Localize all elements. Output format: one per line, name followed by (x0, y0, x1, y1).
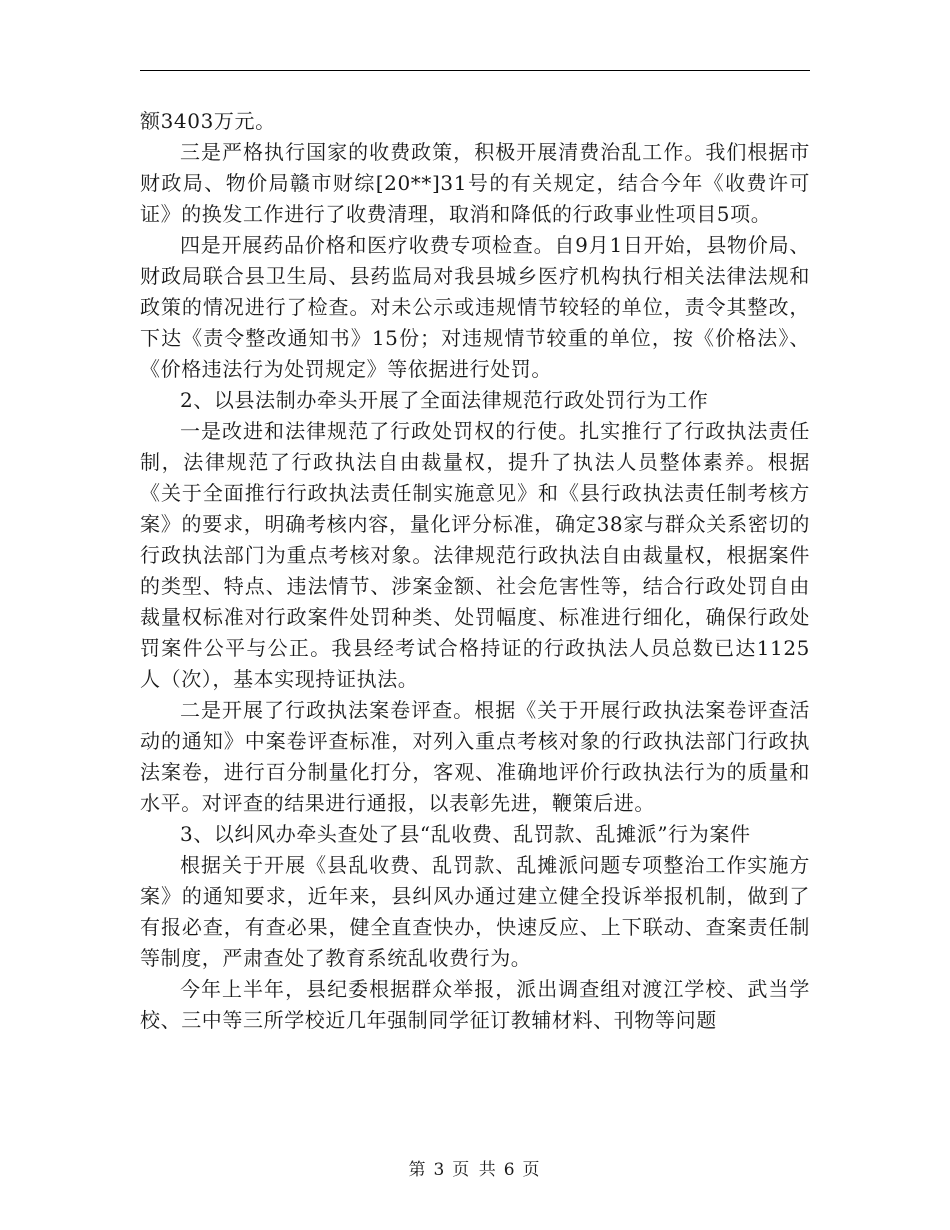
paragraph-3: 四是开展药品价格和医疗收费专项检查。自9月1日开始，县物价局、财政局联合县卫生局、县药监局对我县城乡医疗机构执行相关法律法规和政策的情况进行了检查。对未公示或违规情节较轻的单位，责令其整改，下达《责令整改通知书》15份；对违规情节较重的单位，按《价格法》、《价格违法行为处罚规定》等依据进行处罚。 (140, 233, 810, 381)
footer-prefix: 第 (408, 1160, 428, 1180)
header-rule (140, 70, 810, 71)
paragraph-1: 额3403万元。 (140, 109, 276, 133)
section-heading-2: 2、以县法制办牵头开展了全面法律规范行政处罚行为工作 (180, 388, 709, 412)
footer-current-page: 3 (433, 1160, 447, 1180)
footer-total-pages: 6 (503, 1160, 517, 1180)
paragraph-6: 二是开展了行政执法案卷评查。根据《关于开展行政执法案卷评查活动的通知》中案卷评查标准，对列入重点考核对象的行政执法部门行政执法案卷，进行百分制量化打分，客观、准确地评价行政执法行为的质量和水平。对评查的结果进行通报，以表彰先进，鞭策后进。 (140, 698, 810, 815)
page-footer (0, 1155, 950, 1180)
section-heading-3: 3、以纠风办牵头查处了县“乱收费、乱罚款、乱摊派”行为案件 (180, 822, 751, 846)
paragraph-9: 今年上半年，县纪委根据群众举报，派出调查组对渡江学校、武当学校、三中等三所学校近几年强制同学征订教辅材料、刊物等问题 (140, 977, 810, 1032)
body-text (140, 106, 810, 1036)
paragraph-2: 三是严格执行国家的收费政策，积极开展清费治乱工作。我们根据市财政局、物价局赣市财综[20**]31号的有关规定，结合今年《收费许可证》的换发工作进行了收费清理，取消和降低的行政事业性项目5项。 (140, 140, 810, 226)
footer-suffix: 页 (522, 1160, 542, 1180)
footer-middle: 页 共 (452, 1160, 498, 1180)
paragraph-8: 根据关于开展《县乱收费、乱罚款、乱摊派问题专项整治工作实施方案》的通知要求，近年来，县纠风办通过建立健全投诉举报机制，做到了有报必查，有查必果，健全直查快办，快速反应、上下联动、查案责任制等制度，严肃查处了教育系统乱收费行为。 (140, 853, 810, 970)
paragraph-5: 一是改进和法律规范了行政处罚权的行使。扎实推行了行政执法责任制，法律规范了行政执法自由裁量权，提升了执法人员整体素养。根据《关于全面推行行政执法责任制实施意见》和《县行政执法责任制考核方案》的要求，明确考核内容，量化评分标准，确定38家与群众关系密切的行政执法部门为重点考核对象。法律规范行政执法自由裁量权，根据案件的类型、特点、违法情节、涉案金额、社会危害性等，结合行政处罚自由裁量权标准对行政案件处罚种类、处罚幅度、标准进行细化，确保行政处罚案件公平与公正。我县经考试合格持证的行政执法人员总数已达1125人（次），基本实现持证执法。 (140, 419, 810, 691)
